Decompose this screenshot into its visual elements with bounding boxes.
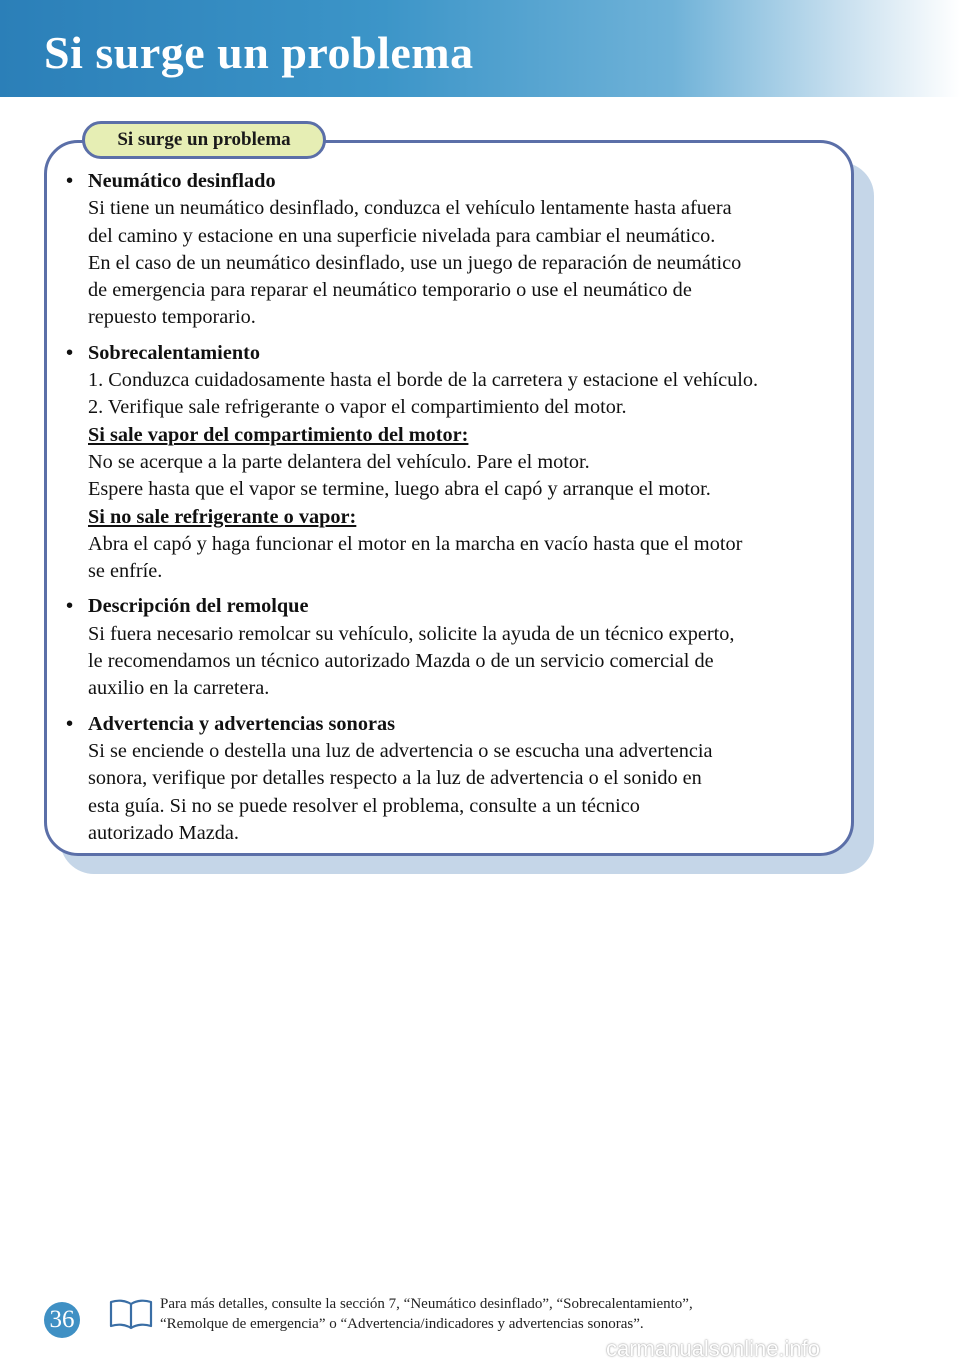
item-text-line: Espere hasta que el vapor se termine, luego abra el capó y arranque el motor. — [88, 478, 711, 501]
item-text-line: esta guía. Si no se puede resolver el problema, consulte a un técnico — [88, 794, 640, 817]
book-icon — [108, 1298, 154, 1330]
page-header — [0, 0, 960, 97]
item-title: Advertencia y advertencias sonoras — [88, 712, 395, 735]
item-text-line: 2. Verifique sale refrigerante o vapor el compartimiento del motor. — [88, 396, 627, 419]
bullet-icon: • — [66, 595, 74, 618]
item-text-line: 1. Conduzca cuidadosamente hasta el borde de la carretera y estacione el vehículo. — [88, 369, 759, 392]
item-text-line: sonora, verifique por detalles respecto a la luz de advertencia o el sonido en — [88, 767, 702, 790]
list-item-towing — [66, 593, 836, 702]
footer-note — [160, 1294, 860, 1334]
item-text-line: auxilio en la carretera. — [88, 677, 270, 700]
page-title: Si surge un problema — [44, 27, 474, 78]
item-title: Sobrecalentamiento — [88, 341, 260, 364]
subheading-text: Si sale vapor del compartimiento del motor: — [88, 423, 469, 446]
subheading-text: Si no sale refrigerante o vapor: — [88, 505, 357, 528]
item-text-line: se enfríe. — [88, 560, 163, 583]
item-text-line: autorizado Mazda. — [88, 821, 239, 844]
item-text-line: le recomendamos un técnico autorizado Mazda o de un servicio comercial de — [88, 650, 714, 673]
item-title: Descripción del remolque — [88, 595, 309, 618]
list-item-flat-tire — [66, 168, 836, 332]
bullet-icon: • — [66, 170, 74, 192]
item-subheading-steam — [88, 422, 836, 449]
item-text-line: repuesto temporario. — [88, 306, 256, 329]
card-tab-label: Si surge un problema — [82, 121, 326, 159]
item-text-line: Abra el capó y haga funcionar el motor en la marcha en vacío hasta que el motor — [88, 532, 743, 555]
list-item-overheating — [66, 340, 836, 586]
bullet-icon: • — [66, 341, 74, 364]
watermark: carmanualsonline.info — [606, 1336, 821, 1361]
item-text-line: En el caso de un neumático desinflado, use un juego de reparación de neumático — [88, 251, 742, 274]
item-title: Neumático desinflado — [88, 170, 276, 192]
item-subheading-no-coolant — [88, 504, 836, 531]
item-text-line: del camino y estacione en una superficie nivelada para cambiar el neumático. — [88, 224, 716, 247]
item-text-line: No se acerque a la parte delantera del vehículo. Pare el motor. — [88, 450, 590, 473]
item-text-line: Si tiene un neumático desinflado, conduzca el vehículo lentamente hasta afuera — [88, 197, 732, 220]
problem-list — [66, 168, 836, 855]
footer-note-line: “Remolque de emergencia” o “Advertencia/indicadores y advertencias sonoras”. — [160, 1316, 644, 1332]
item-text-line: de emergencia para reparar el neumático temporario o use el neumático de — [88, 279, 692, 302]
page-number: 36 — [44, 1302, 80, 1338]
list-item-warnings — [66, 711, 836, 847]
footer-note-line: Para más detalles, consulte la sección 7, “Neumático desinflado”, “Sobrecalentamiento”, — [160, 1296, 693, 1312]
bullet-icon: • — [66, 712, 74, 735]
item-text-line: Si se enciende o destella una luz de advertencia o se escucha una advertencia — [88, 739, 713, 762]
item-text-line: Si fuera necesario remolcar su vehículo, solicite la ayuda de un técnico experto, — [88, 622, 735, 645]
